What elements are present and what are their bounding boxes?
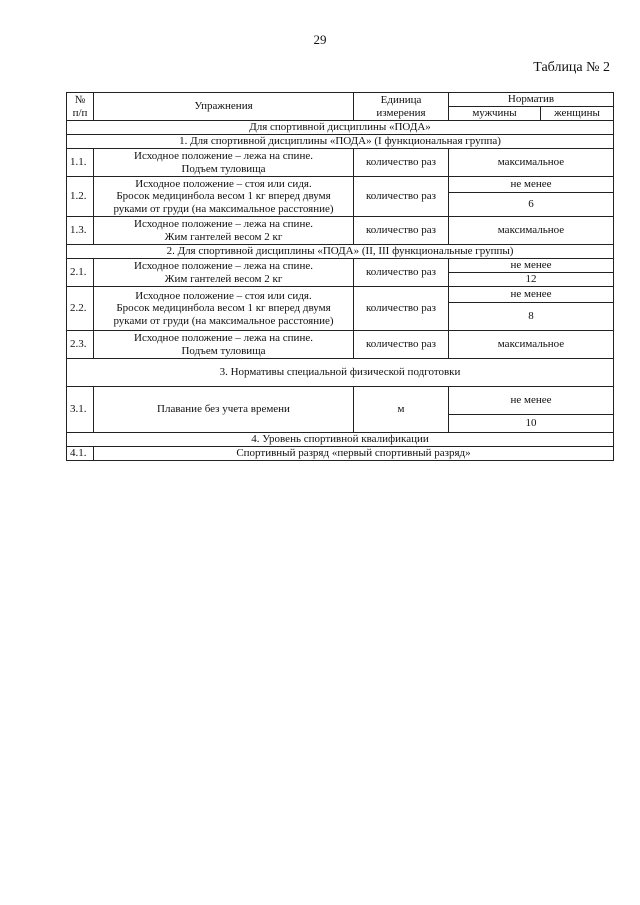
row-unit: количество раз [354, 331, 449, 359]
table-row [67, 331, 614, 359]
table-title: Таблица № 2 [533, 60, 610, 75]
standards-table [66, 92, 614, 461]
exercise-line: Исходное положение – стоя или сидя. [135, 289, 312, 302]
exercise-line: Исходное положение – лежа на спине. [134, 218, 313, 230]
row-exercise [94, 331, 354, 359]
table-row [67, 177, 614, 193]
table-row [67, 217, 614, 245]
row-num: 1.1. [67, 149, 94, 177]
row-num: 3.1. [67, 387, 94, 433]
row-norm: максимальное [449, 217, 614, 245]
row-num: 4.1. [67, 447, 94, 461]
row-exercise: Плавание без учета времени [94, 387, 354, 433]
row-norm: максимальное [449, 149, 614, 177]
row-unit: количество раз [354, 259, 449, 287]
row-num: 1.3. [67, 217, 94, 245]
table-row [67, 447, 614, 461]
section3-title: 3. Нормативы специальной физической подготовки [67, 359, 614, 387]
header-norm: Норматив [449, 93, 614, 107]
header-men: мужчины [449, 107, 541, 121]
row-exercise [94, 287, 354, 331]
exercise-line: Жим гантелей весом 2 кг [164, 230, 283, 243]
row-unit: количество раз [354, 217, 449, 245]
header-unit: Единица измерения [354, 93, 449, 121]
exercise-line: Исходное положение – лежа на спине. [134, 260, 313, 272]
exercise-line: Исходное положение – лежа на спине. [134, 150, 313, 162]
row-num: 2.1. [67, 259, 94, 287]
page-number: 29 [313, 32, 327, 47]
row-norm: максимальное [449, 331, 614, 359]
row-norm-value: 6 [449, 193, 614, 217]
header-women: женщины [541, 107, 614, 121]
row-norm-value: 10 [449, 415, 614, 433]
exercise-line: Жим гантелей весом 2 кг [164, 272, 283, 285]
row-unit: количество раз [354, 287, 449, 331]
exercise-line: Исходное положение – стоя или сидя. [135, 177, 312, 190]
row-unit: количество раз [354, 149, 449, 177]
section2-title: 2. Для спортивной дисциплины «ПОДА» (II, III функциональные группы) [67, 245, 614, 259]
row-norm-value: 8 [449, 303, 614, 331]
table-row [67, 287, 614, 303]
row-norm-value: 12 [449, 273, 614, 287]
exercise-line: Подъем туловища [181, 344, 266, 357]
table-row [67, 387, 614, 415]
row-exercise: Спортивный разряд «первый спортивный разряд» [94, 447, 614, 461]
discipline-title: Для спортивной дисциплины «ПОДА» [67, 121, 614, 135]
exercise-line: руками от груди (на максимальное расстояние) [113, 314, 334, 327]
row-exercise [94, 217, 354, 245]
header-num: № п/п [67, 93, 94, 121]
row-norm-label: не менее [449, 177, 614, 193]
table-row [67, 259, 614, 273]
row-norm-label: не менее [449, 387, 614, 415]
row-exercise [94, 259, 354, 287]
exercise-line: Бросок медицинбола весом 1 кг вперед двумя [116, 302, 331, 315]
section4-title: 4. Уровень спортивной квалификации [67, 433, 614, 447]
row-exercise [94, 149, 354, 177]
table-row [67, 149, 614, 177]
row-unit: количество раз [354, 177, 449, 217]
exercise-line: Бросок медицинбола весом 1 кг вперед двумя [116, 190, 331, 203]
row-unit: м [354, 387, 449, 433]
row-num: 2.3. [67, 331, 94, 359]
exercise-line: Исходное положение – лежа на спине. [134, 332, 313, 344]
row-norm-label: не менее [449, 259, 614, 273]
exercise-line: руками от груди (на максимальное расстояние) [113, 202, 334, 215]
header-exercise: Упражнения [94, 93, 354, 121]
exercise-line: Подъем туловища [181, 162, 266, 175]
row-num: 2.2. [67, 287, 94, 331]
row-num: 1.2. [67, 177, 94, 217]
row-exercise [94, 177, 354, 217]
row-norm-label: не менее [449, 287, 614, 303]
section1-title: 1. Для спортивной дисциплины «ПОДА» (I функциональная группа) [67, 135, 614, 149]
